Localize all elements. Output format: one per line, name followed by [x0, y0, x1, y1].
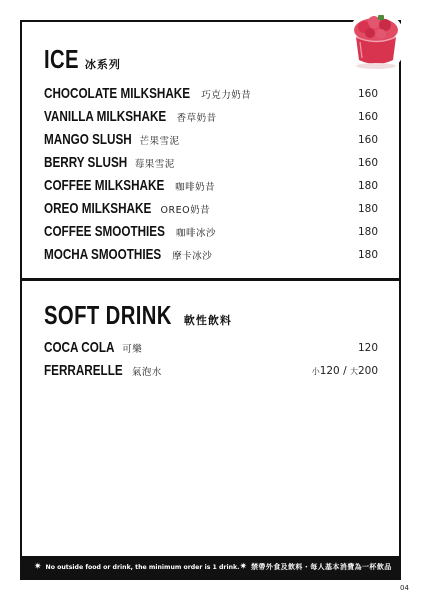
ice-section-header: [44, 44, 121, 75]
item-name-zh: 莓果雪泥: [134, 158, 175, 170]
menu-item: [44, 243, 378, 266]
item-price: 160: [357, 156, 378, 169]
item-name: BERRY SLUSH: [44, 154, 128, 171]
section-subtitle: 冰系列: [84, 58, 121, 71]
footer-notice-zh: [239, 562, 391, 572]
item-price: 160: [357, 133, 378, 146]
item-price: 180: [357, 225, 378, 238]
item-price: 160: [357, 87, 378, 100]
large-size-label: 大: [349, 366, 358, 376]
item-name-zh: 香草奶昔: [176, 112, 217, 124]
menu-item: [44, 105, 378, 128]
item-name-zh: 巧克力奶昔: [201, 89, 252, 101]
menu-frame: [20, 20, 401, 580]
item-name: COFFEE SMOOTHIES: [44, 223, 165, 240]
footer-notice-bar: [22, 556, 399, 578]
item-price-sizes: [312, 365, 378, 377]
item-name-zh: 咖啡奶昔: [175, 181, 216, 193]
menu-item: [44, 82, 378, 105]
item-price: 120: [357, 341, 378, 354]
star-icon: ✷: [34, 562, 42, 572]
item-name-zh: 氣泡水: [131, 366, 162, 378]
section-title: ICE: [44, 44, 79, 74]
footer-notice-en: [34, 562, 239, 572]
berry-drink-photo: [346, 10, 406, 74]
item-name: MANGO SLUSH: [44, 131, 132, 148]
section-title: SOFT DRINK: [44, 300, 172, 330]
item-name: COCA COLA: [44, 339, 115, 356]
page-number: 04: [400, 584, 409, 592]
large-size-price: 200: [357, 364, 378, 377]
menu-item: [44, 220, 378, 243]
ice-menu-list: [44, 82, 378, 266]
price-separator: /: [339, 364, 350, 377]
item-price: 180: [357, 179, 378, 192]
menu-item: [44, 359, 378, 382]
item-price: 180: [357, 248, 378, 261]
menu-item: [44, 197, 378, 220]
small-size-price: 120: [319, 364, 340, 377]
item-name: FERRARELLE: [44, 362, 123, 379]
item-name-zh: OREO奶昔: [160, 204, 211, 216]
item-name: CHOCOLATE MILKSHAKE: [44, 85, 191, 102]
item-name-zh: 可樂: [122, 343, 143, 355]
item-name: COFFEE MILKSHAKE: [44, 177, 165, 194]
item-price: 180: [357, 202, 378, 215]
item-price: 160: [357, 110, 378, 123]
item-name-zh: 芒果雪泥: [139, 135, 180, 147]
soft-drink-section-header: [44, 300, 232, 331]
item-name: VANILLA MILKSHAKE: [44, 108, 167, 125]
item-name-zh: 摩卡冰沙: [172, 250, 213, 262]
menu-item: [44, 336, 378, 359]
footer-text-zh: 禁帶外食及飲料・每人基本消費為一杯飲品: [251, 563, 392, 571]
section-divider: [22, 278, 399, 281]
menu-item: [44, 128, 378, 151]
section-subtitle: 軟性飲料: [183, 314, 232, 327]
menu-item: [44, 151, 378, 174]
item-name-zh: 咖啡冰沙: [176, 227, 217, 239]
small-size-label: 小: [311, 366, 320, 376]
soft-drink-menu-list: [44, 336, 378, 382]
item-name: MOCHA SMOOTHIES: [44, 246, 162, 263]
item-name: OREO MILKSHAKE: [44, 200, 152, 217]
menu-item: [44, 174, 378, 197]
footer-text-en: No outside food or drink, the minimum order is 1 drink.: [45, 563, 240, 571]
star-icon: ✷: [239, 562, 248, 572]
